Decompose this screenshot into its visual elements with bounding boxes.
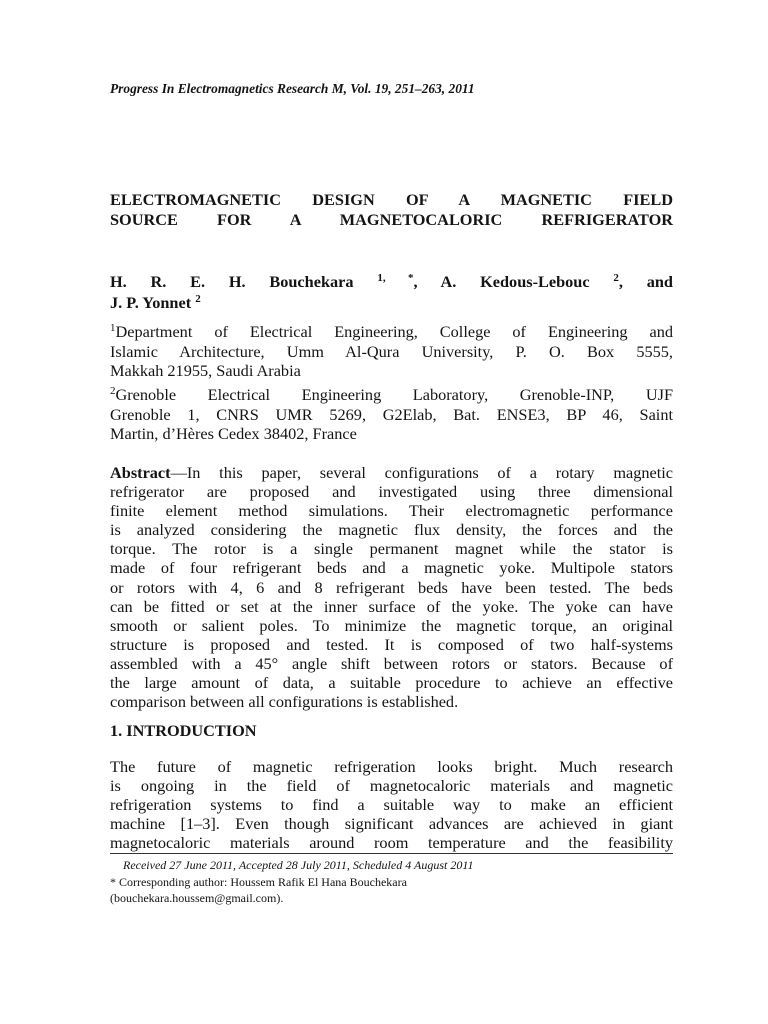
body-line: is ongoing in the field of magnetocaloric materials and magnetic	[110, 776, 673, 796]
author-separator: , and	[618, 272, 673, 291]
affiliation-line: $^2$Grenoble Electrical Engineering Laboratory, Grenoble-INP, UJF	[110, 385, 673, 404]
author-separator: ,	[413, 272, 418, 291]
footnotes	[110, 857, 673, 907]
abstract-line: made of four refrigerant beds and a magnetic yoke. Multipole stators	[110, 558, 673, 578]
affiliation-line: $^1$Department of Electrical Engineering, College of Engineering and	[110, 322, 673, 341]
abstract-line: smooth or salient poles. To minimize the magnetic torque, an original	[110, 615, 673, 635]
corresponding-author-email: (bouchekara.houssem@gmail.com).	[110, 891, 284, 905]
author-line	[110, 292, 673, 313]
paper-title	[110, 190, 673, 230]
affiliation-mark: 2	[110, 385, 116, 397]
corresponding-author-note: * Corresponding author: Houssem Rafik El Hana Bouchekara	[110, 874, 407, 889]
section-heading: 1. INTRODUCTION	[110, 721, 257, 740]
abstract	[110, 463, 673, 711]
footnote-divider	[110, 853, 673, 854]
introduction-text	[110, 757, 673, 852]
abstract-line: or rotors with 4, 6 and 8 refrigerant beds have been tested. The beds	[110, 577, 673, 597]
affiliation-mark: 1	[110, 322, 116, 334]
author-list	[110, 271, 673, 313]
paper-page	[110, 0, 673, 1024]
abstract-label: Abstract	[110, 463, 171, 482]
author-name: A. Kedous-Lebouc	[440, 272, 590, 291]
author-affiliation-mark: 1, *	[377, 272, 414, 284]
body-line: machine [1–3]. Even though significant advances are achieved in giant	[110, 814, 673, 834]
abstract-line: torque. The rotor is a single permanent magnet while the stator is	[110, 539, 673, 559]
author-affiliation-mark: 2	[195, 293, 201, 305]
affiliation-line: Martin, d’Hères Cedex 38402, France	[110, 424, 357, 443]
abstract-line: structure is proposed and tested. It is composed of two half-systems	[110, 634, 673, 654]
abstract-line: is analyzed considering the magnetic flux density, the forces and the	[110, 520, 673, 540]
abstract-line: comparison between all configurations is established.	[110, 692, 459, 712]
affiliation-line: Islamic Architecture, Umm Al-Qura University, P. O. Box 5555,	[110, 341, 673, 361]
author-name: H. R. E. H. Bouchekara	[110, 272, 354, 291]
author-line	[110, 271, 673, 292]
title-line: SOURCE FOR A MAGNETOCALORIC REFRIGERATOR	[110, 210, 673, 229]
abstract-line: finite element method simulations. Their electromagnetic performance	[110, 501, 673, 521]
abstract-line: can be fitted or set at the inner surface of the yoke. The yoke can have	[110, 596, 673, 616]
author-name: J. P. Yonnet	[110, 293, 192, 312]
author-affiliation-mark: 2	[613, 272, 619, 284]
received-dates: Received 27 June 2011, Accepted 28 July 2011, Scheduled 4 August 2011	[123, 858, 474, 872]
body-line: magnetocaloric materials around room temperature and the feasibility	[110, 833, 673, 853]
body-line: refrigeration systems to find a suitable way to make an efficient	[110, 795, 673, 815]
affiliation-1	[110, 322, 673, 381]
title-line: ELECTROMAGNETIC DESIGN OF A MAGNETIC FIELD	[110, 190, 673, 209]
affiliation-2	[110, 385, 673, 444]
abstract-line: the large amount of data, a suitable procedure to achieve an effective	[110, 673, 673, 693]
running-head: Progress In Electromagnetics Research M, Vol. 19, 251–263, 2011	[110, 81, 475, 96]
abstract-line: assembled with a 45° angle shift between rotors or stators. Because of	[110, 653, 673, 673]
body-line: The future of magnetic refrigeration looks bright. Much research	[110, 757, 673, 776]
affiliation-line: Makkah 21955, Saudi Arabia	[110, 361, 301, 380]
affiliation-line: Grenoble 1, CNRS UMR 5269, G2Elab, Bat. ENSE3, BP 46, Saint	[110, 404, 673, 424]
abstract-line: Abstract—In this paper, several configurations of a rotary magnetic	[110, 463, 673, 482]
abstract-line: refrigerator are proposed and investigated using three dimensional	[110, 482, 673, 502]
